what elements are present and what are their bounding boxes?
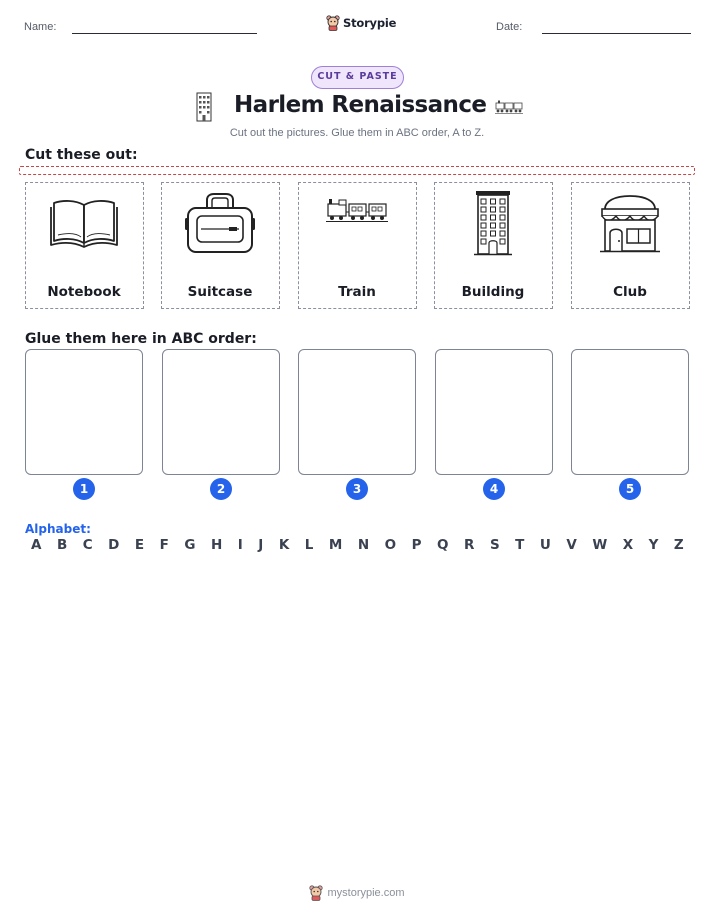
- alphabet-letter: P: [411, 537, 422, 553]
- building-icon: [474, 190, 512, 256]
- glue-box-1[interactable]: [25, 349, 143, 475]
- card-label: Notebook: [47, 284, 121, 300]
- alphabet-letter: E: [134, 537, 145, 553]
- alphabet-letter: M: [328, 537, 343, 553]
- cutout-card-building[interactable]: [434, 182, 553, 309]
- alphabet-letter: K: [278, 537, 290, 553]
- alphabet-letter: Z: [673, 537, 684, 553]
- glue-heading: Glue them here in ABC order:: [25, 331, 257, 347]
- alphabet-letter: H: [210, 537, 223, 553]
- alphabet-letter: U: [539, 537, 551, 553]
- date-label: Date:: [496, 21, 523, 33]
- brand-logo: [326, 15, 396, 31]
- card-label: Suitcase: [187, 284, 253, 300]
- alphabet-letter: J: [258, 537, 264, 553]
- alphabet-label: Alphabet:: [25, 522, 91, 536]
- storypie-mascot-icon: [326, 15, 340, 31]
- slot-number-5: 5: [619, 478, 641, 500]
- alphabet-letter: D: [108, 537, 120, 553]
- alphabet-letter: X: [622, 537, 634, 553]
- alphabet-letter: L: [304, 537, 314, 553]
- club-icon: [599, 193, 661, 253]
- alphabet-letter: V: [566, 537, 577, 553]
- alphabet-letter: N: [357, 537, 370, 553]
- slot-number-4: 4: [483, 478, 505, 500]
- cut-line: [19, 166, 695, 175]
- glue-box-3[interactable]: [298, 349, 416, 475]
- alphabet-letter: F: [159, 537, 169, 553]
- slot-number-2: 2: [210, 478, 232, 500]
- suitcase-icon: [185, 192, 255, 254]
- cutout-cards: [25, 182, 690, 309]
- storypie-mascot-icon: [309, 885, 323, 901]
- building-icon: [195, 92, 213, 122]
- title-row: [0, 90, 714, 126]
- name-label: Name:: [24, 21, 57, 33]
- card-label: Building: [461, 284, 525, 300]
- alphabet-letter: W: [592, 537, 608, 553]
- slot-number-1: 1: [73, 478, 95, 500]
- glue-area: [25, 349, 690, 499]
- slot-number-3: 3: [346, 478, 368, 500]
- cutout-card-suitcase[interactable]: [161, 182, 280, 309]
- card-label: Train: [338, 284, 376, 300]
- footer: [0, 885, 714, 901]
- train-icon: [326, 195, 388, 223]
- alphabet-letter: Y: [648, 537, 659, 553]
- train-icon: [495, 100, 523, 114]
- alphabet-letter: I: [237, 537, 243, 553]
- footer-link[interactable]: mystorypie.com: [327, 887, 405, 899]
- cut-and-paste-badge: CUT & PASTE: [311, 66, 404, 89]
- glue-box-4[interactable]: [435, 349, 553, 475]
- cutout-card-notebook[interactable]: [25, 182, 144, 309]
- alphabet-letter: S: [489, 537, 500, 553]
- name-line[interactable]: [72, 33, 257, 34]
- card-label: Club: [613, 284, 647, 300]
- alphabet-letter: Q: [437, 537, 449, 553]
- glue-box-5[interactable]: [571, 349, 689, 475]
- alphabet-letter: A: [31, 537, 42, 553]
- cut-heading: Cut these out:: [25, 147, 138, 163]
- alphabet-row: [25, 537, 689, 553]
- instructions: Cut out the pictures. Glue them in ABC order, A to Z.: [229, 127, 485, 139]
- alphabet-letter: C: [82, 537, 93, 553]
- cutout-card-club[interactable]: [571, 182, 690, 309]
- worksheet-header: [0, 14, 714, 44]
- glue-box-2[interactable]: [162, 349, 280, 475]
- alphabet-letter: G: [184, 537, 196, 553]
- alphabet-letter: B: [56, 537, 68, 553]
- alphabet-letter: R: [464, 537, 475, 553]
- alphabet-letter: O: [384, 537, 397, 553]
- brand-name: Storypie: [343, 16, 397, 30]
- alphabet-letter: T: [515, 537, 525, 553]
- notebook-icon: [49, 197, 119, 249]
- page-title: Harlem Renaissance: [234, 92, 487, 118]
- date-line[interactable]: [542, 33, 691, 34]
- cutout-card-train[interactable]: [298, 182, 417, 309]
